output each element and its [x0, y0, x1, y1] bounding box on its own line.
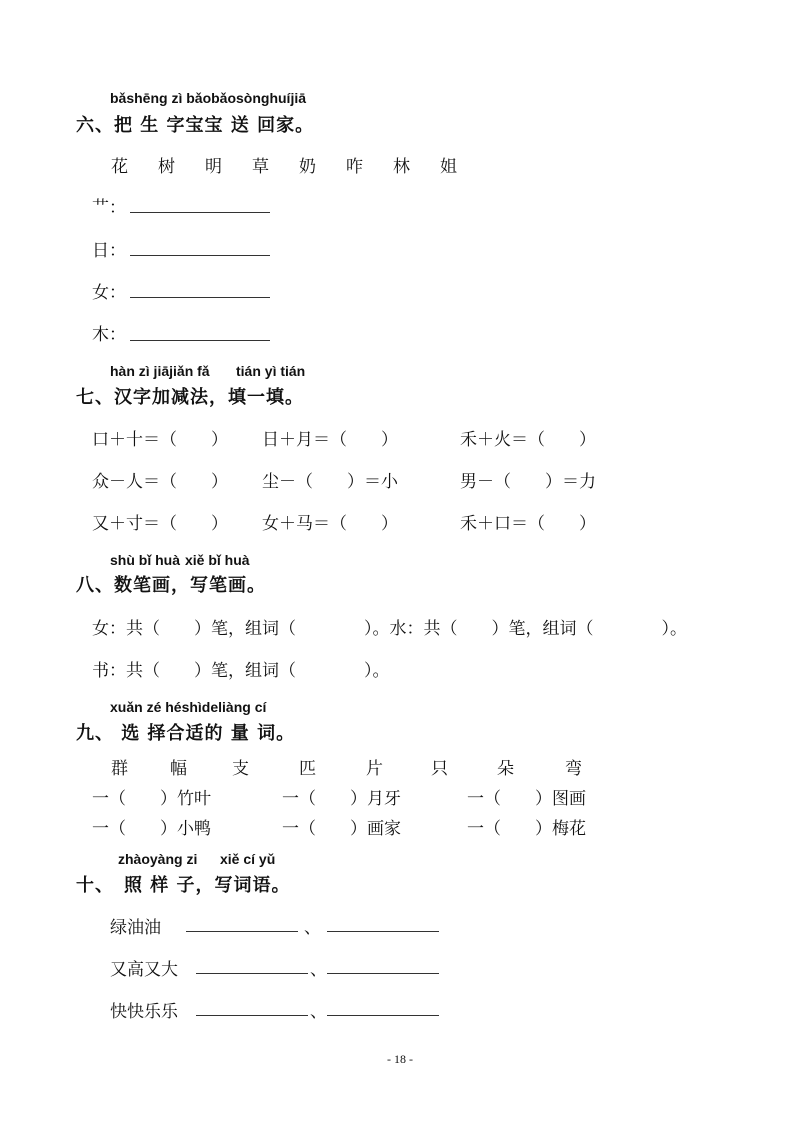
- s7-equation: 又＋寸＝（ ）: [92, 514, 228, 534]
- page-number: - 18 -: [387, 1052, 413, 1066]
- s8-pinyin-2: xiě bǐ huà: [185, 552, 250, 568]
- s10-pinyin-1: zhàoyàng zi: [118, 851, 198, 867]
- s6-char: 树: [158, 157, 175, 177]
- s7-equation: 禾＋口＝（ ）: [460, 514, 596, 534]
- s6-char: 明: [205, 157, 222, 177]
- s6-title: 六、把 生 字宝宝 送 回家。: [76, 115, 315, 136]
- s8-line-2: 书：共（ ）笔，组词（ ）。: [92, 661, 390, 681]
- s9-word: 幅: [170, 759, 187, 779]
- s9-blank: 一（ ）梅花: [467, 819, 586, 839]
- s9-word: 只: [431, 759, 448, 779]
- s7-equation: 众－人＝（ ）: [92, 472, 228, 492]
- s6-char: 草: [252, 157, 269, 177]
- s6-char: 花: [111, 157, 128, 177]
- s10-answer-line[interactable]: [327, 1015, 439, 1016]
- s6-char: 咋: [346, 157, 363, 177]
- s10-answer-line[interactable]: [327, 931, 439, 932]
- s9-word: 朵: [497, 759, 514, 779]
- s6-char: 奶: [299, 157, 316, 177]
- s6-radical-label: 木：: [92, 325, 126, 345]
- s7-title: 七、汉字加减法，填一填。: [76, 387, 304, 408]
- s10-title: 十、 照 样 子，写词语。: [76, 875, 291, 896]
- s10-answer-line[interactable]: [196, 973, 308, 974]
- s6-answer-line[interactable]: [130, 255, 270, 256]
- s10-separator: 、: [310, 1002, 327, 1022]
- s10-answer-line[interactable]: [196, 1015, 308, 1016]
- s9-word: 片: [366, 759, 383, 779]
- s6-radical-label: 艹：: [92, 198, 126, 218]
- s9-pinyin: xuǎn zé héshìdeliàng cí: [110, 699, 267, 715]
- s9-word: 群: [111, 759, 128, 779]
- s6-char: 林: [393, 157, 410, 177]
- s7-equation: 日＋月＝（ ）: [262, 430, 398, 450]
- s7-equation: 男－（ ）＝力: [460, 472, 596, 492]
- s10-example: 快快乐乐: [110, 1002, 178, 1022]
- s6-radical-label: 女：: [92, 283, 126, 303]
- s9-blank: 一（ ）月牙: [282, 789, 401, 809]
- s7-equation: 尘－（ ）＝小: [262, 472, 398, 492]
- s6-char: 姐: [440, 157, 457, 177]
- s10-pinyin-2: xiě cí yǔ: [220, 851, 276, 867]
- s10-example: 又高又大: [110, 960, 178, 980]
- s9-blank: 一（ ）画家: [282, 819, 401, 839]
- s10-answer-line[interactable]: [186, 931, 298, 932]
- s6-pinyin: bǎshēng zì bǎobǎosònghuíjiā: [110, 90, 307, 106]
- s10-separator: 、: [310, 960, 327, 980]
- s10-separator: 、: [304, 918, 321, 938]
- s9-word: 支: [232, 759, 249, 779]
- s7-equation: 禾＋火＝（ ）: [460, 430, 596, 450]
- s9-word: 弯: [565, 759, 582, 779]
- s9-blank: 一（ ）图画: [467, 789, 586, 809]
- s7-pinyin-1: hàn zì jiājiǎn fǎ: [110, 363, 210, 379]
- s8-line-1: 女：共（ ）笔，组词（ ）。水：共（ ）笔，组词（ ）。: [92, 619, 687, 639]
- s6-answer-line[interactable]: [130, 340, 270, 341]
- s10-example: 绿油油: [110, 918, 161, 938]
- s6-answer-line[interactable]: [130, 212, 270, 213]
- s6-answer-line[interactable]: [130, 297, 270, 298]
- s7-equation: 女＋马＝（ ）: [262, 514, 398, 534]
- s9-word: 匹: [299, 759, 316, 779]
- s6-radical-label: 日：: [92, 241, 126, 261]
- s8-pinyin-1: shù bǐ huà: [110, 552, 180, 568]
- s7-pinyin-2: tián yì tián: [236, 363, 306, 379]
- s7-equation: 口＋十＝（ ）: [92, 430, 228, 450]
- s8-title: 八、数笔画，写笔画。: [76, 575, 266, 596]
- s10-answer-line[interactable]: [327, 973, 439, 974]
- s9-title: 九、 选 择合适的 量 词。: [76, 723, 296, 744]
- s9-blank: 一（ ）竹叶: [92, 789, 211, 809]
- s9-blank: 一（ ）小鸭: [92, 819, 211, 839]
